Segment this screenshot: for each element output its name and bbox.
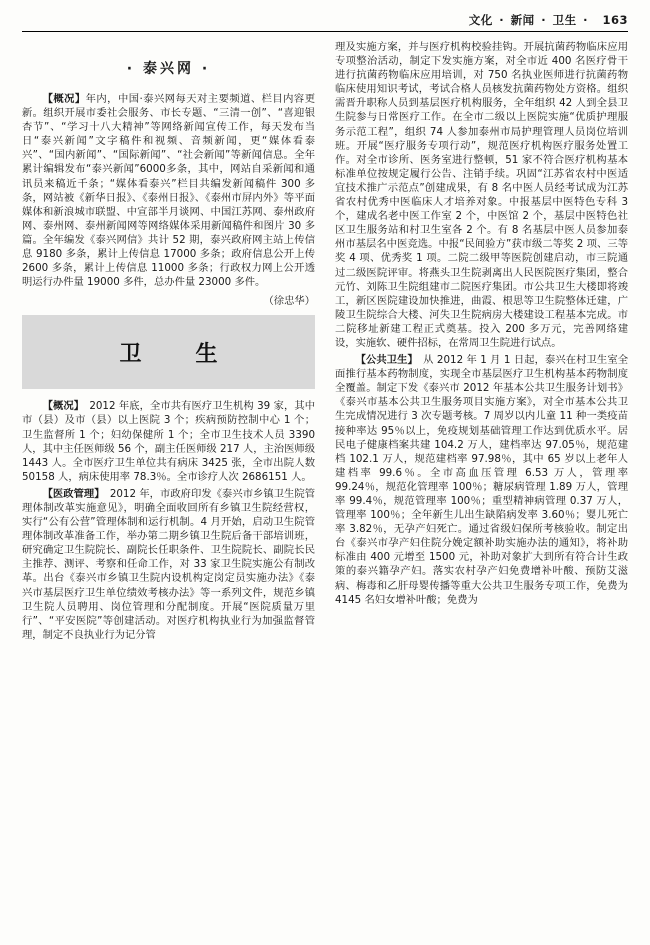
section-banner-title: 卫 生	[119, 341, 234, 367]
overview-text: 年内，中国·泰兴网每天对主要频道、栏目内容更新。组织开展市委社会服务、市长专题、“三清一创”、“喜迎银杏节”、“学习十八大精神”等网络新闻宣传工作，每天发布当日“泰兴新闻”文字稿件和视频、音频新闻，更“媒体看泰兴”、“国内新闻”、“国际新闻”、“社会新闻”等新闻信息。全年累计编辑发布“泰兴新闻”6000多条，其中，网站自采新闻和通讯员来稿近千条；“媒体看泰兴”栏目共编发新闻稿件 300 多条，网站被《新华日报》、《泰州日报》、《泰州市屏内外》等平面媒体和新浪城市联盟、中宣部半月谈网、中国江苏网、泰州政府网、泰州网、泰州新闻网等网络媒体采用新闻稿件和图片 30 多篇。全年编发《泰兴网信》共计 52 期，泰兴政府网主站上传信息 9180 多条，累计上传信息 17000 多条；政府信息公开上传 2600 多条，累计上传信息 11000 多条；行政权力网上公开透明运行办件量 19000 多件，总办件量 23000 多件。	[22, 93, 315, 289]
left-block-2-tag: 【医政管理】	[42, 487, 100, 500]
header-rule	[22, 31, 628, 32]
left-block-1-text: 2012 年底，全市共有医疗卫生机构 39 家，其中市（县）及市（县）以上医院 3 个；疾病预防控制中心 1 个；卫生监督所 1 个；妇幼保健所 1 个；全市卫生技术人员 3390 人，其中主任医师级 56 个，副主任医师级 217 人，主治医师级 1443 人。全市医疗卫生单位共有病床 3425 张，全市出院人数 50158 人，病床使用率 78.3％。全市诊疗人次 2686151 人。	[22, 400, 315, 483]
left-block-1	[22, 399, 315, 484]
left-column	[22, 40, 315, 937]
page-number: 163	[602, 13, 628, 27]
overview-paragraph	[22, 92, 315, 289]
right-column	[335, 40, 628, 937]
left-block-2	[22, 487, 315, 642]
right-block-2-text: 从 2012 年 1 月 1 日起，泰兴在村卫生室全面推行基本药物制度，实现全市基层医疗卫生机构基本药物制度全覆盖。制定下发《泰兴市 2012 年基本公共卫生服务计划书》《泰兴市基本公共卫生服务项目实施方案》，对全市基本公共卫生完成情况进行 3 次专题考核。7 周岁以内儿童 11 种一类疫苗接种率达 95％以上，免疫规划基础管理工作达到优质水平。居民电子健康档案共建 104.2 万人，建档率达 97.05％，规范建档 102.1 万人，规范建档率 97.98％，其中 65 岁以上老年人建档率 99.6％。全市高血压管理 6.53 万人，管理率 99.24％，规范化管理率 100％；糖尿病管理 1.89 万人，管理率 99.4％，规范管理率 100％；重型精神病管理 0.37 万人，管理率 100％；全年新生儿出生缺陷病发率 3.60％；婴儿死亡率 3.82％，无孕产妇死亡。通过省级妇保所考核验收。制定出台《泰兴市孕产妇住院分娩定额补助实施办法的通知》，将补助标准由 400 元增至 1500 元，补助对象扩大到所有符合计生政策的泰兴籍孕产妇。落实农村孕产妇免费增补叶酸、预防艾滋病、梅毒和乙肝母婴传播等重大公共卫生服务专项工作，免费为 4145 名妇女增补叶酸；免费为	[335, 354, 628, 606]
right-block-1	[335, 40, 628, 350]
running-head-part-3: 卫生	[552, 13, 577, 27]
article-signature: （徐忠华）	[263, 295, 315, 308]
two-column-body	[22, 40, 628, 937]
running-head	[469, 12, 628, 28]
running-head-separator-3: ·	[583, 13, 588, 27]
running-head-part-2: 新闻	[510, 13, 535, 27]
running-head-separator-2: ·	[541, 13, 547, 27]
section-banner	[22, 315, 315, 389]
overview-tag: 【概况】	[42, 93, 86, 105]
left-block-1-tag: 【概况】	[42, 400, 79, 413]
right-block-2-tag: 【公共卫生】	[355, 354, 413, 367]
running-head-separator-1: ·	[499, 13, 505, 27]
running-head-part-1: 文化	[468, 13, 493, 27]
site-title: · 泰兴网 ·	[126, 61, 211, 77]
right-block-2	[335, 353, 628, 607]
right-block-1-text: 理及实施方案，并与医疗机构校验挂钩。开展抗菌药物临床应用专项整治活动，制定下发实施方案，对全市近 400 名医疗骨干进行抗菌药物临床应用培训，对 750 名执业医师进行抗菌药物临床使用知识考试，考试合格人员核发抗菌药物处方资格。组织需晋升职称人员到基层医疗机构服务，全年组织 42 人到全县卫生院参与日常医疗工作。在全市二级以上医院实施“优质护理服务示范工程”，组织 74 人参加泰州市局护理管理人员岗位培训班。开展“医疗服务专项行动”，规范医疗机构医疗服务处置工作。对全市诊所、医务室进行整顿，51 家不符合医疗机构基本标准单位按规定履行公告、注销手续。巩固“江苏省农村中医适宜技术推广示范点”创建成果，有 8 名中医人员经考试成为江苏省农村优秀中医临床人才培养对象。中报基层中医特色专科 3 个，建成名老中医工作室 2 个，中医馆 2 个，基层中医特色社区卫生服务站和村卫生室各 2 个。有 8 名基层中医人员参加泰州市基层名中医竞选。中报“民间验方”获市级二等奖 2 项、三等奖 4 项、优秀奖 1 项。二院二级甲等医院创建启动，市三院通过二级医院评审。将燕头卫生院剥离出人民医院医疗集团，整合元竹、刘陈卫生院组建市二院医疗集团。市公共卫生大楼即将竣工，新区医院建设加快推进，曲霞、根思等卫生院整体迁建，广陵卫生院综合大楼、河失卫生院病房大楼建设工程基本完成。市二院移址新建工程正式奠基。投入 200 多万元，完善网络建设，实施软、硬件招标，在常周卫生院进行试点。	[335, 41, 628, 349]
left-block-2-text: 2012 年，市政府印发《泰兴市乡镇卫生院管理体制改革实施意见》，明确全面收回所有乡镇卫生院经营权，实行“公有公营”管理体制和运行机制。4 月开始，启动卫生院管理体制改革准备工作，举办第二期乡镇卫生院后备干部培训班，研究确定卫生院院长、副院长任职条件、卫生院院长、副院长民主推荐、测评、考察和任命工作，对 33 家卫生院实施公有制改革。出台《泰兴市乡镇卫生院内设机构定岗定员实施办法》《泰兴市基层医疗卫生单位绩效考核办法》等一系列文件，规范乡镇卫生院人员聘用、岗位管理和分配制度。开展“医院质量万里行”、“平安医院”等创建活动。对医疗机构执业行为加强监督管理，制定不良执业行为记分管	[22, 487, 316, 641]
